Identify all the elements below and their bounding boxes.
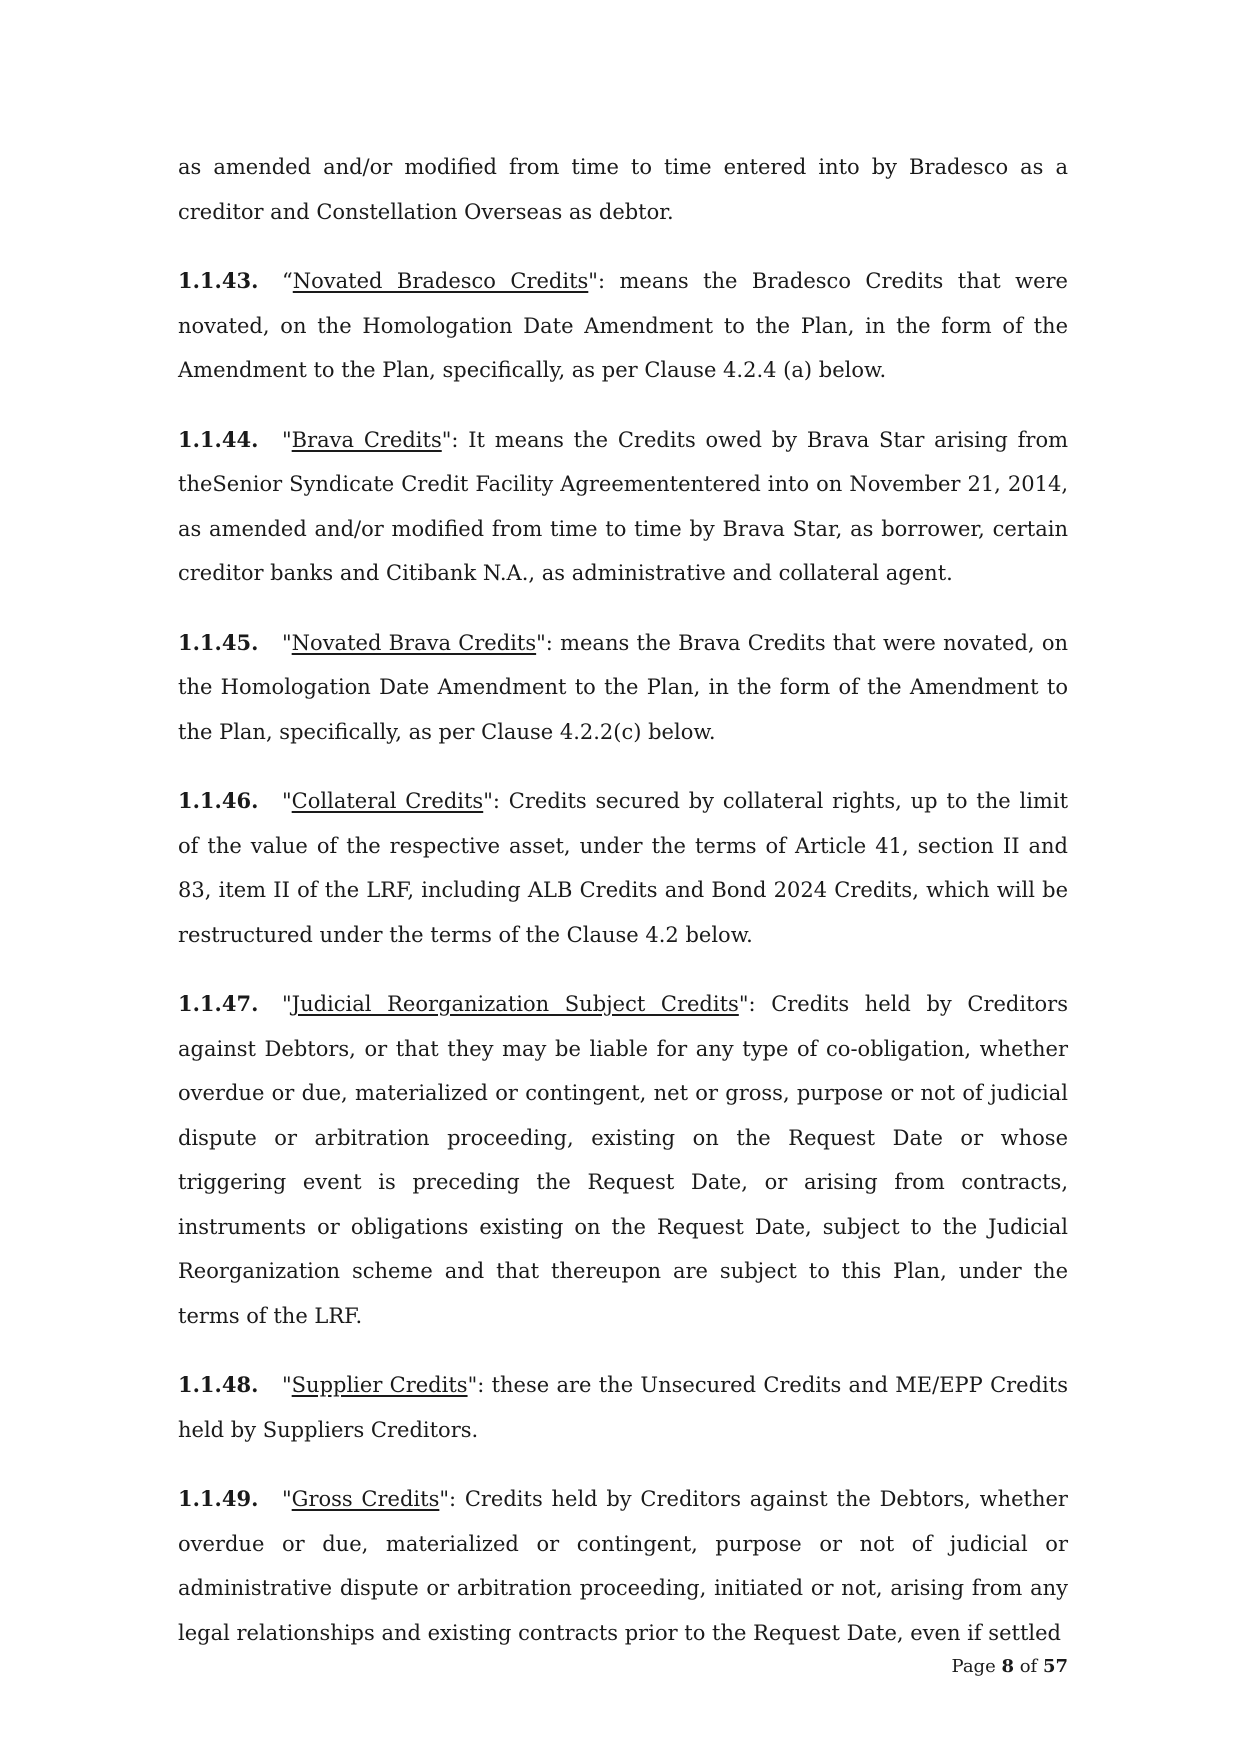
defined-term: Brava Credits	[291, 427, 442, 452]
current-page: 8	[1001, 1656, 1014, 1677]
clause-number: 1.1.45.	[178, 629, 259, 655]
defined-term: Judicial Reorganization Subject Credits	[291, 992, 739, 1016]
close-quote: ":	[441, 427, 469, 452]
close-quote: ":	[738, 992, 772, 1016]
clause-1-1-46	[178, 779, 1068, 957]
open-quote: "	[282, 789, 292, 813]
clause-text: Credits secured by collateral rights, up to the limit of the value of the respective asset, under the terms of Article 41, section II and 83, item II of the LRF, including ALB Credits and Bond 2024 Credits, which will be restructured under the terms of the Clause 4.2 below.	[178, 789, 1069, 947]
total-pages: 57	[1042, 1656, 1068, 1677]
open-quote: "	[282, 1487, 292, 1511]
defined-term: Novated Bradesco Credits	[292, 269, 589, 293]
clause-number: 1.1.43.	[178, 268, 259, 293]
close-quote: ":	[536, 630, 561, 655]
page-number-footer	[952, 1656, 1068, 1677]
open-quote: "	[282, 992, 292, 1016]
defined-term: Supplier Credits	[291, 1373, 468, 1397]
open-quote: “	[282, 269, 293, 293]
clause-number: 1.1.49.	[178, 1486, 259, 1511]
clause-1-1-44	[178, 418, 1068, 596]
page-body	[178, 145, 1068, 1680]
clause-number: 1.1.46.	[178, 788, 259, 813]
clause-text: these are the Unsecured Credits and ME/EPP Credits held by Suppliers Creditors.	[178, 1373, 1068, 1442]
intro-paragraph: as amended and/or modified from time to time entered into by Bradesco as a creditor and Constellation Overseas as debtor.	[178, 155, 1068, 224]
page-label: Page	[951, 1656, 1002, 1677]
defined-term: Novated Brava Credits	[291, 630, 537, 655]
clause-text: means the Bradesco Credits that were novated, on the Homologation Date Amendment to the Plan, in the form of the Amendment to the Plan, specifically, as per Clause 4.2.4 (a) below.	[178, 269, 1068, 382]
defined-term: Gross Credits	[291, 1487, 440, 1511]
close-quote: ":	[588, 269, 620, 293]
clause-text: Credits held by Creditors against Debtors, or that they may be liable for any type of co-obligation, whether overdue or due, materialized or contingent, net or gross, purpose or not of judicial dispute or arbitration proceeding, existing on the Request Date or whose triggering event is preceding the Request Date, or arising from contracts, instruments or obligations existing on the Request Date, subject to the Judicial Reorganization scheme and that thereupon are subject to this Plan, under the terms of the LRF.	[178, 992, 1068, 1328]
close-quote: ":	[483, 789, 509, 813]
clause-1-1-48	[178, 1363, 1068, 1452]
open-quote: "	[282, 630, 292, 655]
defined-term: Collateral Credits	[291, 789, 484, 813]
clause-1-1-45	[178, 621, 1068, 755]
clause-1-1-47	[178, 982, 1068, 1338]
clause-text: Credits held by Creditors against the Debtors, whether overdue or due, materialized or contingent, purpose or not of judicial or administrative dispute or arbitration proceeding, initiated or not, arising from any legal relationships and existing contracts prior to the Request Date, even if settled	[178, 1487, 1068, 1645]
clause-number: 1.1.47.	[178, 991, 259, 1016]
clause-1-1-43	[178, 259, 1068, 393]
open-quote: "	[282, 427, 292, 452]
close-quote: ":	[439, 1487, 465, 1511]
clause-number: 1.1.44.	[178, 426, 259, 452]
clause-1-1-49	[178, 1477, 1068, 1655]
open-quote: "	[282, 1373, 292, 1397]
clause-text: means the Brava Credits that were novated, on the Homologation Date Amendment to the Plan, in the form of the Amendment to the Plan, specifically, as per Clause 4.2.2(c) below.	[178, 630, 1068, 744]
clause-text: It means the Credits owed by Brava Star arising from theSenior Syndicate Credit Facility Agreemententered into on November 21, 2014, as amended and/or modified from time to time by Brava Star, as borrower, certain creditor banks and Citibank N.A., as administrative and collateral agent.	[178, 427, 1069, 585]
page-of-label: of	[1013, 1656, 1043, 1677]
close-quote: ":	[467, 1373, 492, 1397]
clause-number: 1.1.48.	[178, 1372, 259, 1397]
